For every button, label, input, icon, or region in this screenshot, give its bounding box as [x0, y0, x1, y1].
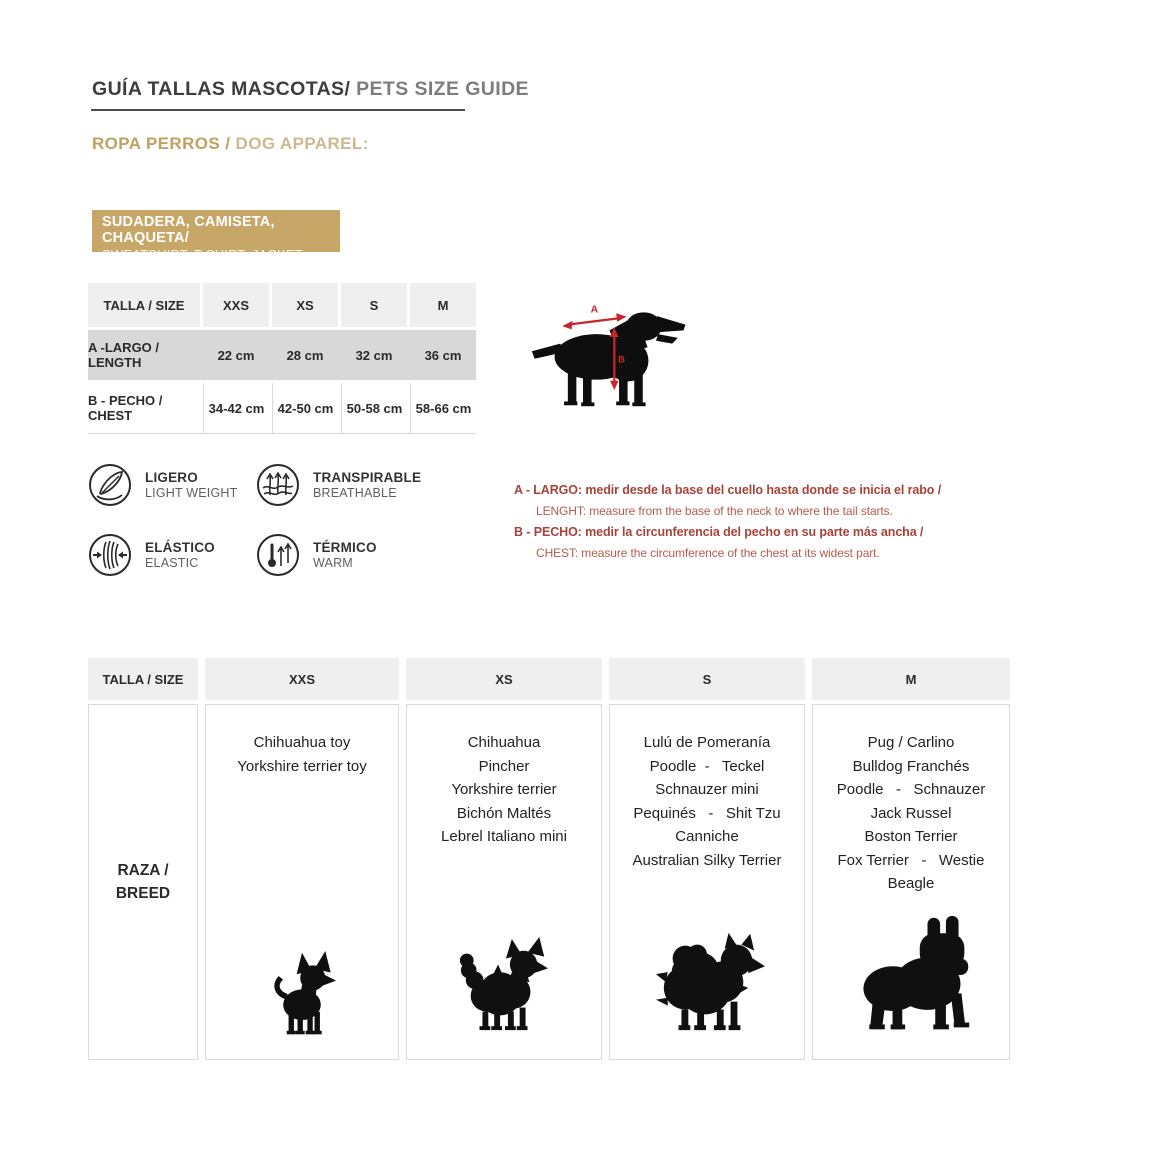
feature-lightweight	[88, 462, 237, 508]
breed-line: Lebrel Italiano mini	[441, 828, 567, 845]
size-table-row-label: B - PECHO / CHEST	[88, 383, 200, 433]
breed-line: Poodle - Teckel	[649, 757, 765, 775]
breed-line: Bichón Maltés	[456, 804, 552, 822]
breed-list	[813, 705, 1009, 896]
breed-line: Bulldog Franchés	[852, 757, 970, 775]
size-table	[88, 283, 476, 433]
labrador-measurement-diagram	[528, 298, 694, 412]
breed-line: Schnauzer mini	[655, 781, 759, 798]
breed-line: Chihuahua toy	[253, 734, 351, 751]
feature-label-es: TÉRMICO	[313, 540, 377, 555]
section-subtitle	[92, 134, 369, 154]
elastic-icon	[88, 533, 132, 577]
feature-label-es: LIGERO	[145, 470, 198, 485]
size-table-row-label: A -LARGO / LENGTH	[88, 340, 160, 370]
pomeranian-silhouette	[646, 927, 768, 1037]
long-haired-chihuahua-silhouette	[449, 937, 559, 1035]
breed-line: Chihuahua	[467, 734, 541, 751]
feather-lightweight-icon	[88, 463, 132, 507]
feature-label-en: ELASTIC	[145, 556, 199, 570]
breed-row-label-es: RAZA /	[117, 862, 169, 879]
breed-column-xs	[406, 704, 602, 1060]
chihuahua-toy-silhouette	[256, 951, 348, 1037]
labrador-silhouette	[528, 298, 694, 412]
page-title	[92, 78, 529, 101]
breed-line: Beagle	[887, 875, 935, 892]
measuring-notes	[514, 480, 954, 564]
breed-line: Lulú de Pomeranía	[643, 734, 771, 751]
breed-table-header	[88, 658, 1010, 700]
breed-line: Jack Russel	[870, 804, 952, 822]
category-banner-en: SWEATSHIRT, T-SHIRT, JACKET	[102, 247, 303, 262]
breed-table-header-cell: TALLA / SIZE	[88, 658, 198, 700]
breed-table-header-cell: S	[609, 658, 805, 700]
feature-label-es: TRANSPIRABLE	[313, 470, 422, 485]
breathable-icon	[256, 463, 300, 507]
breed-row-label-en: BREED	[115, 885, 171, 902]
feature-elastic	[88, 532, 215, 578]
size-table-header-cell: S	[341, 283, 407, 327]
size-table-cell: 28 cm	[286, 347, 324, 363]
feature-thermal	[256, 532, 377, 578]
breed-line: Fox Terrier - Westie	[837, 851, 985, 869]
title-underline	[91, 109, 465, 111]
size-table-cell: 34-42 cm	[203, 383, 269, 433]
breed-line: Australian Silky Terrier	[632, 851, 782, 869]
french-bulldog-silhouette	[846, 909, 976, 1041]
thermal-icon	[256, 533, 300, 577]
category-banner-es: SUDADERA, CAMISETA, CHAQUETA/	[102, 214, 275, 246]
breed-row-label	[88, 704, 198, 1060]
breed-line: Pequinés - Shit Tzu	[633, 804, 781, 822]
page-title-es: GUÍA TALLAS MASCOTAS/	[92, 78, 351, 100]
feature-breathable	[256, 462, 421, 508]
breed-column-m	[812, 704, 1010, 1060]
breed-line: Yorkshire terrier	[451, 781, 557, 798]
breed-table-header-cell: XS	[406, 658, 602, 700]
size-table-header-cell: XXS	[203, 283, 269, 327]
note-b-es: B - PECHO: medir la circunferencia del pecho en su parte más ancha /	[514, 525, 924, 539]
breed-line: Pug / Carlino	[867, 734, 955, 751]
breed-line: Boston Terrier	[864, 828, 958, 845]
category-banner	[92, 210, 340, 262]
breed-table-header-cell: M	[812, 658, 1010, 700]
note-a-en: LENGHT: measure from the base of the neck to where the tail starts.	[536, 504, 893, 518]
note-b-en: CHEST: measure the circumference of the chest at its widest part.	[536, 546, 880, 560]
size-table-header-cell: TALLA / SIZE	[88, 283, 200, 327]
breed-table-body	[88, 704, 1010, 1060]
feature-label-en: BREATHABLE	[313, 486, 397, 500]
subtitle-es: ROPA PERROS /	[92, 134, 236, 153]
diagram-label-b: B	[618, 354, 625, 366]
breed-column-s	[609, 704, 805, 1060]
diagram-label-a: A	[590, 304, 599, 316]
subtitle-en: DOG APPAREL:	[235, 134, 369, 153]
size-table-header-cell: M	[410, 283, 476, 327]
size-table-cell: 32 cm	[355, 347, 393, 363]
breed-list	[407, 705, 601, 849]
breed-line: Pincher	[478, 757, 530, 775]
size-table-cell: 42-50 cm	[272, 383, 338, 433]
breed-column-xxs	[205, 704, 399, 1060]
size-table-cell: 50-58 cm	[341, 383, 407, 433]
breed-list	[610, 705, 804, 872]
size-table-bottom-border	[88, 433, 476, 434]
note-a-es: A - LARGO: medir desde la base del cuello hasta donde se inicia el rabo /	[514, 483, 942, 497]
size-table-cell: 58-66 cm	[410, 383, 476, 433]
feature-label-es: ELÁSTICO	[145, 540, 215, 555]
breed-line: Poodle - Schnauzer	[836, 781, 986, 798]
breed-line: Canniche	[675, 828, 739, 845]
size-table-cell: 36 cm	[424, 347, 462, 363]
feature-label-en: WARM	[313, 556, 353, 570]
size-table-cell: 22 cm	[217, 347, 255, 363]
breed-list	[206, 705, 398, 778]
breed-table-header-cell: XXS	[205, 658, 399, 700]
feature-label-en: LIGHT WEIGHT	[145, 486, 238, 500]
size-table-header-cell: XS	[272, 283, 338, 327]
page-title-en: PETS SIZE GUIDE	[350, 78, 529, 100]
breed-line: Yorkshire terrier toy	[237, 757, 367, 775]
